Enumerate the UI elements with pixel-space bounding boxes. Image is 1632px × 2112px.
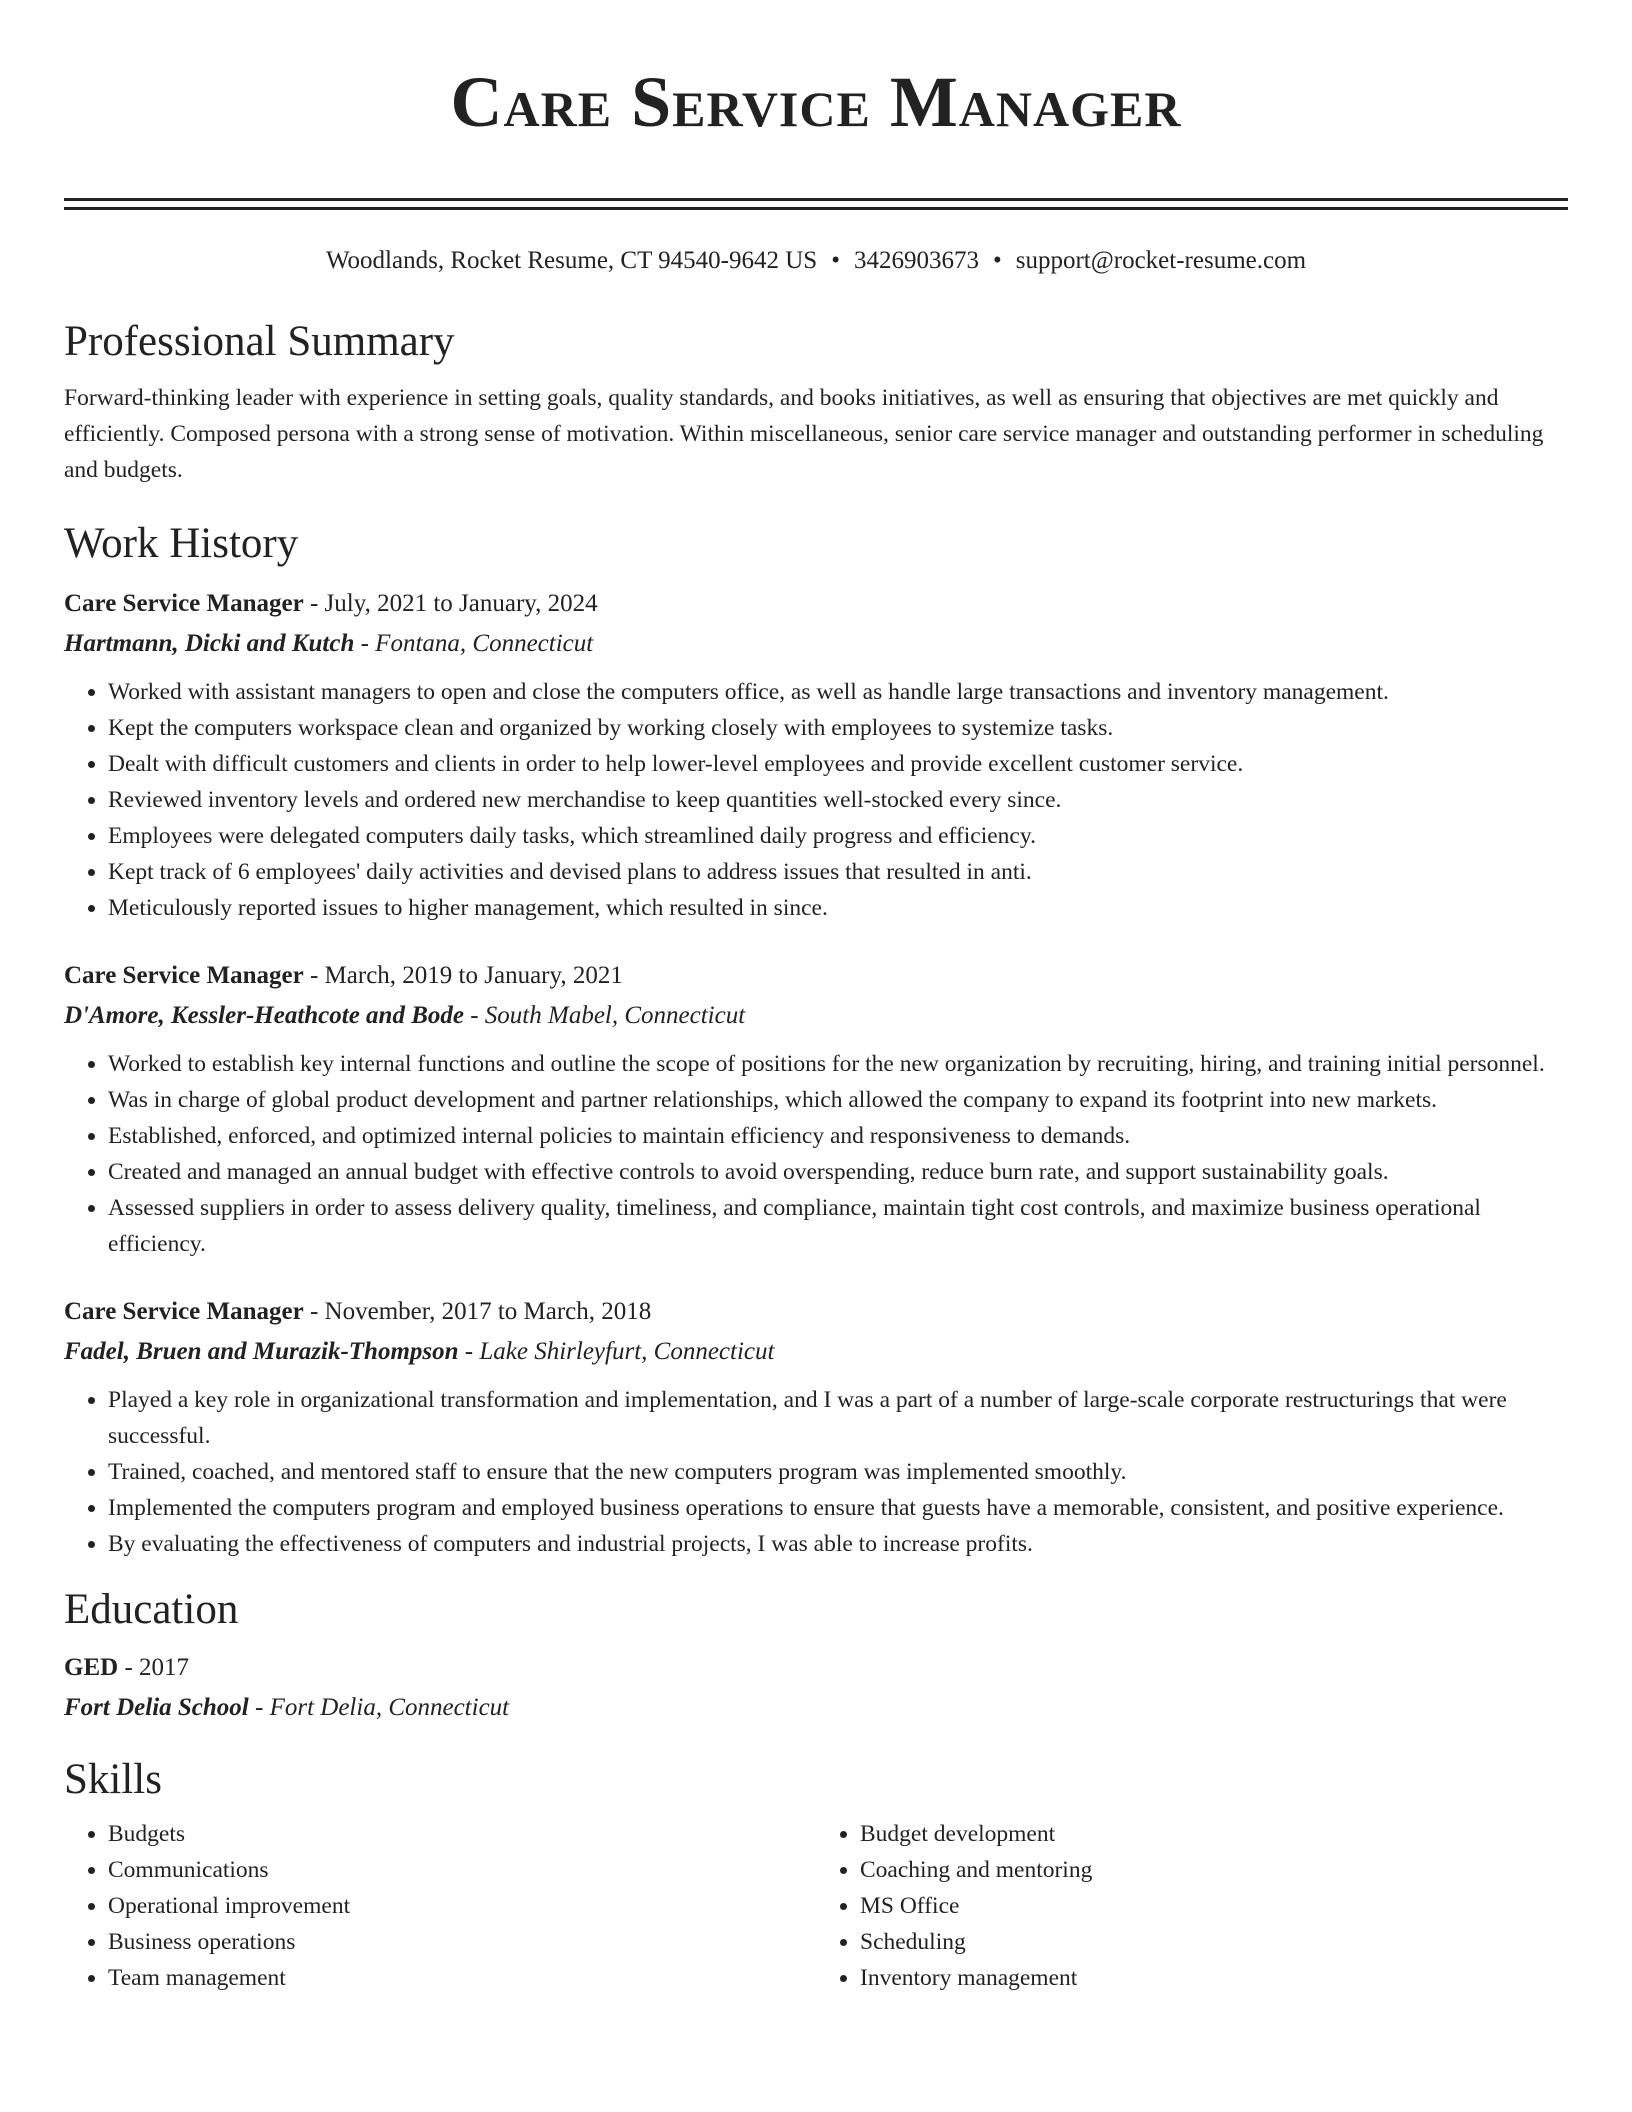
skill-item: • MS Office [860,1888,1568,1924]
skill-item: • Communications [108,1852,816,1888]
job-role: Care Service Manager [64,1298,304,1325]
job-bullet: • Was in charge of global product development and partner relationships, which allowed the company to expand its footprint into new markets. [108,1082,1568,1118]
job-bullet: • Trained, coached, and mentored staff to ensure that the new computers program was implemented smoothly. [108,1454,1568,1490]
job-bullet: • Assessed suppliers in order to assess delivery quality, timeliness, and compliance, maintain tight cost controls, and maximize business operational efficiency. [108,1190,1568,1262]
job-title-line [64,584,1568,624]
job-role: Care Service Manager [64,962,304,989]
job-company-line [64,1332,1568,1372]
job-company-line [64,996,1568,1036]
job-bullets [64,1046,1568,1262]
contact-address: Woodlands, Rocket Resume, CT 94540-9642 US [325,247,818,274]
school-name: Fort Delia School [64,1694,249,1721]
header-divider-bottom [64,207,1568,210]
contact-phone: 3426903673 [853,247,979,274]
job-company: Hartmann, Dicki and Kutch [64,630,355,657]
degree-name: GED [64,1654,119,1681]
job-dates: - March, 2019 to January, 2021 [303,962,623,989]
job-bullet: • Dealt with difficult customers and clients in order to help lower-level employees and provide excellent customer service. [108,746,1568,782]
job-location: - Lake Shirleyfurt, Connecticut [458,1338,775,1365]
job-bullet: • Kept track of 6 employees' daily activities and devised plans to address issues that resulted in anti. [108,854,1568,890]
job-dates: - July, 2021 to January, 2024 [303,590,598,617]
job-entry [64,584,1568,926]
contact-line [64,244,1568,278]
job-bullet: • Created and managed an annual budget with effective controls to avoid overspending, reduce burn rate, and support sustainability goals. [108,1154,1568,1190]
contact-separator: • [831,247,840,274]
summary-heading: Professional Summary [64,318,455,365]
school-line [64,1688,1568,1728]
job-role: Care Service Manager [64,590,304,617]
job-bullet: • Worked with assistant managers to open and close the computers office, as well as handle large transactions and inventory management. [108,674,1568,710]
header-divider-top [64,198,1568,201]
skill-item: • Budget development [860,1816,1568,1852]
job-title-line [64,956,1568,996]
job-bullet: • By evaluating the effectiveness of computers and industrial projects, I was able to increase profits. [108,1526,1568,1562]
school-location: - Fort Delia, Connecticut [248,1694,510,1721]
job-company: D'Amore, Kessler-Heathcote and Bode [64,1002,464,1029]
job-bullets [64,1382,1568,1562]
job-bullet: • Meticulously reported issues to higher management, which resulted in since. [108,890,1568,926]
job-location: - South Mabel, Connecticut [463,1002,746,1029]
job-bullet: • Kept the computers workspace clean and organized by working closely with employees to systemize tasks. [108,710,1568,746]
job-company: Fadel, Bruen and Murazik-Thompson [64,1338,459,1365]
job-company-line [64,624,1568,664]
summary-text: Forward-thinking leader with experience in setting goals, quality standards, and books initiatives, as well as ensuring that objectives are met quickly and efficiently. Composed persona with a strong sense of motivation. Within miscellaneous, senior care service manager and outstanding performer in scheduling and budgets. [64,385,1544,483]
education-heading: Education [64,1586,239,1633]
job-bullet: • Reviewed inventory levels and ordered new merchandise to keep quantities well-stocked every since. [108,782,1568,818]
skill-item: • Coaching and mentoring [860,1852,1568,1888]
job-location: - Fontana, Connecticut [354,630,594,657]
skill-item: • Business operations [108,1924,816,1960]
contact-email: support@rocket-resume.com [1015,247,1307,274]
skills-grid [64,1816,1568,1996]
skill-item: • Team management [108,1960,816,1996]
job-bullet: • Established, enforced, and optimized internal policies to maintain efficiency and responsiveness to demands. [108,1118,1568,1154]
work-history-list [64,584,1568,1562]
job-dates: - November, 2017 to March, 2018 [303,1298,652,1325]
job-bullet: • Employees were delegated computers daily tasks, which streamlined daily progress and efficiency. [108,818,1568,854]
job-entry [64,956,1568,1262]
skills-heading: Skills [64,1756,162,1803]
skill-item: • Budgets [108,1816,816,1852]
skill-item: • Operational improvement [108,1888,816,1924]
skill-item: • Scheduling [860,1924,1568,1960]
contact-separator: • [992,247,1002,274]
degree-line [64,1648,1568,1688]
candidate-name: Care Service Manager [450,62,1182,142]
job-bullets [64,674,1568,926]
job-bullet: • Implemented the computers program and employed business operations to ensure that guests have a memorable, consistent, and positive experience. [108,1490,1568,1526]
job-entry [64,1292,1568,1562]
work-history-heading: Work History [64,520,299,567]
skills-column-left [64,1816,816,1996]
skill-item: • Inventory management [860,1960,1568,1996]
job-title-line [64,1292,1568,1332]
skills-column-right [816,1816,1568,1996]
job-bullet: • Worked to establish key internal functions and outline the scope of positions for the new organization by recruiting, hiring, and training initial personnel. [108,1046,1568,1082]
degree-year: - 2017 [118,1654,190,1681]
education-entry [64,1648,1568,1728]
job-bullet: • Played a key role in organizational transformation and implementation, and I was a part of a number of large-scale corporate restructurings that were successful. [108,1382,1568,1454]
